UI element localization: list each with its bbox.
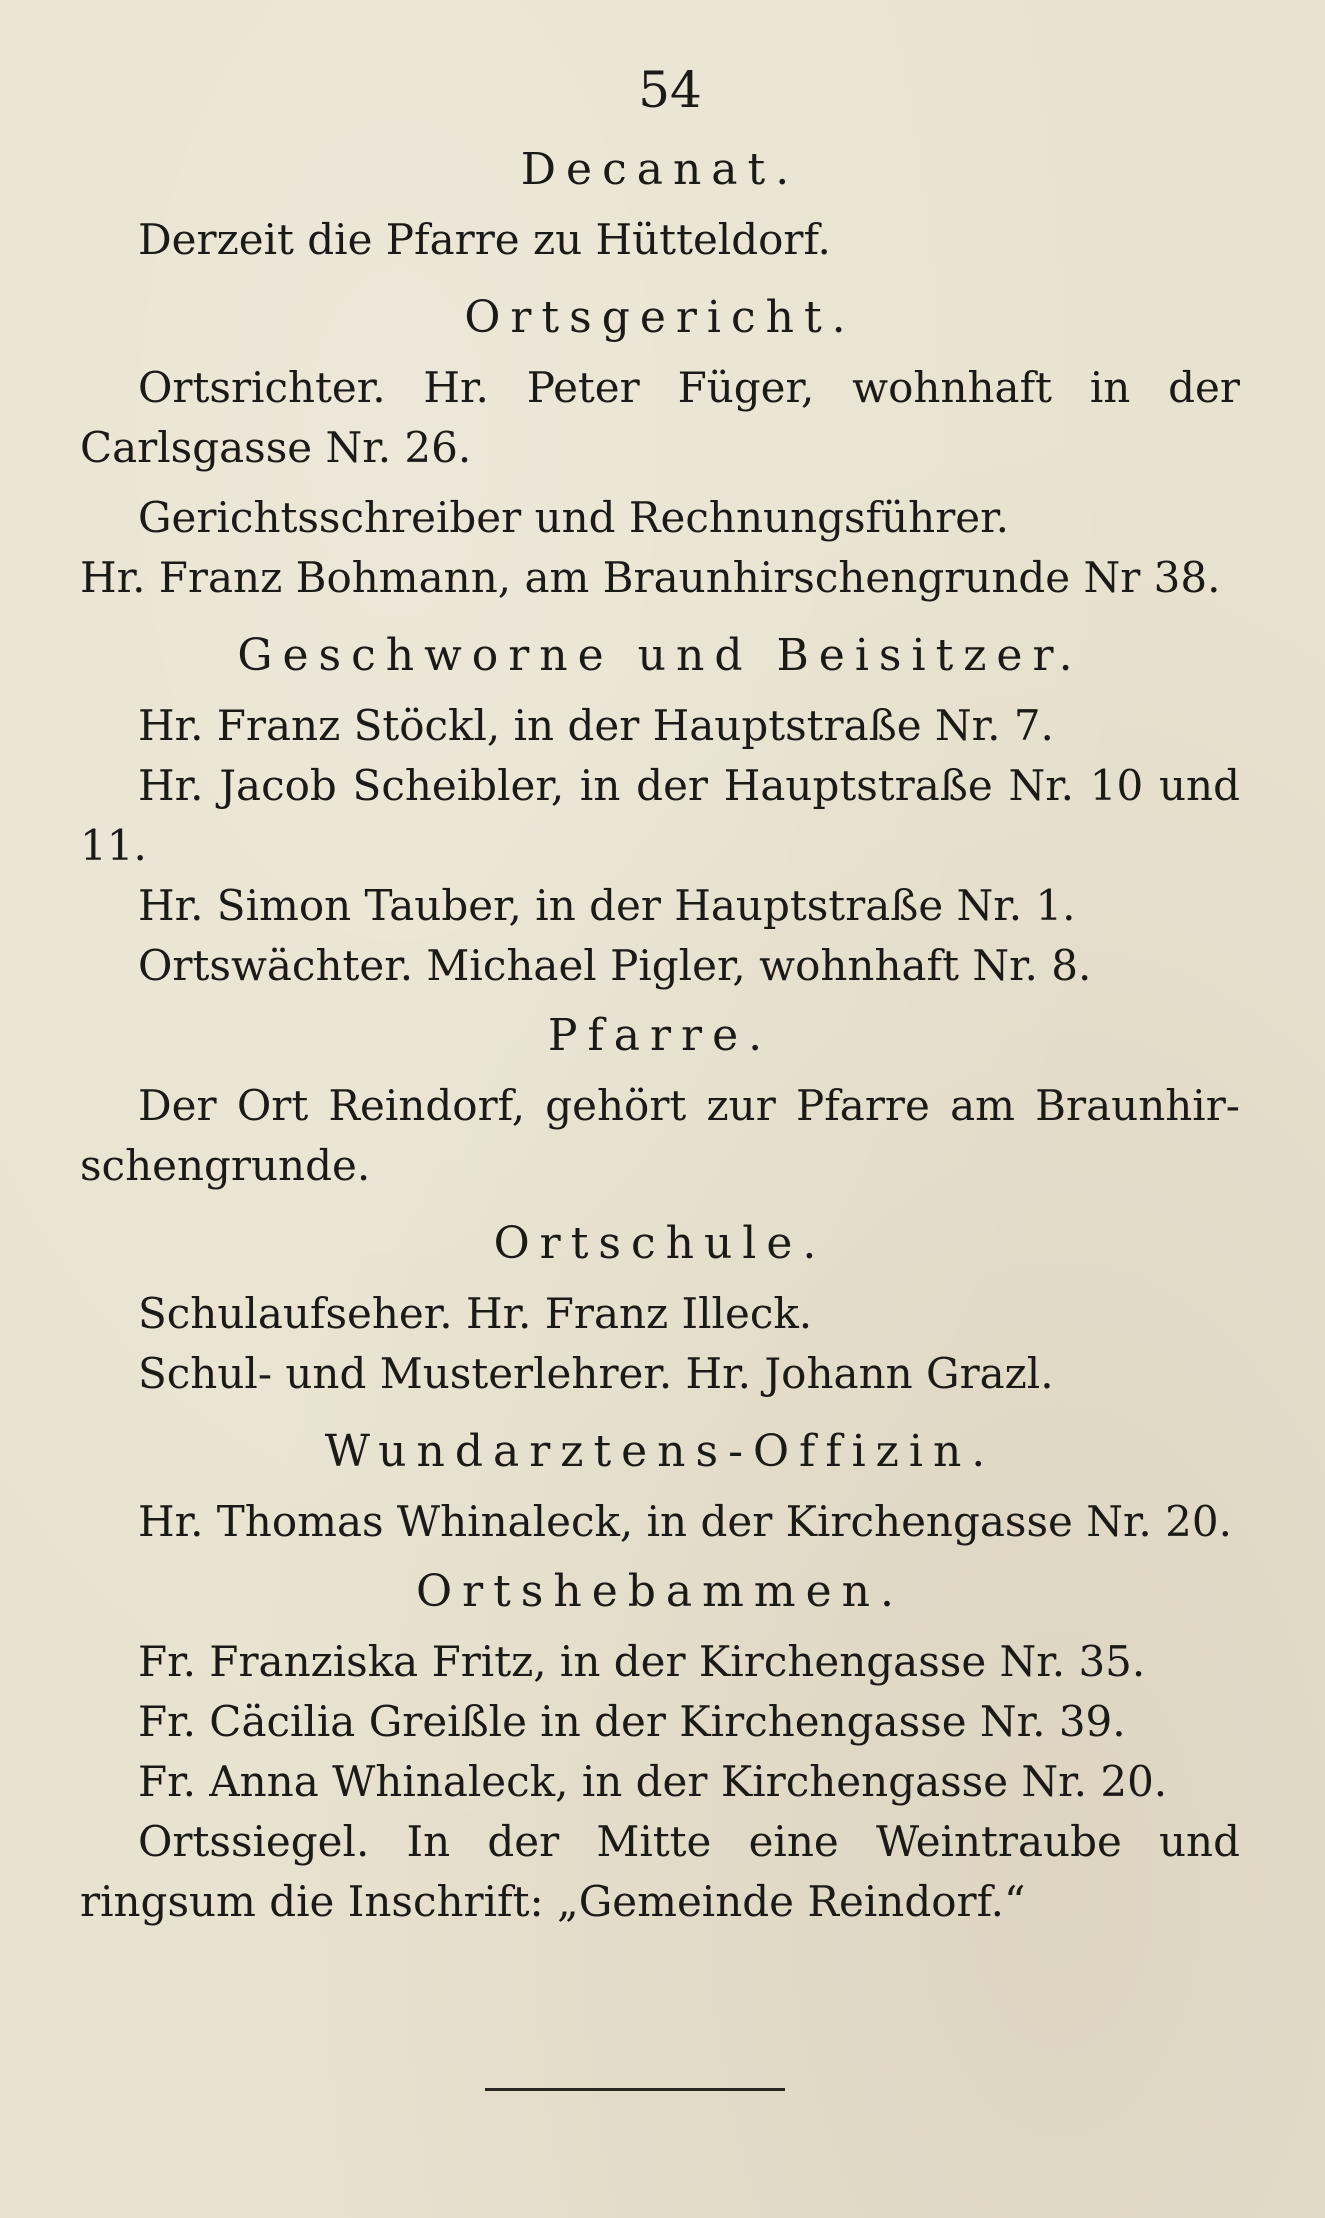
ortssiegel-entry: Ortssiegel. In der Mitte eine Weintraube und ringsum die Inschrift: „Gemeinde Reindorf.“ bbox=[80, 1817, 1240, 1926]
musterlehrer-entry: Schul- und Musterlehrer. Hr. Johann Grazl. bbox=[138, 1349, 1054, 1398]
heading-decanat: Decanat. bbox=[520, 144, 800, 195]
heading-hebammen: Ortshebammen. bbox=[416, 1566, 904, 1617]
pfarre-text: Der Ort Reindorf, gehört zur Pfarre am Braunhir-schengrunde. bbox=[80, 1081, 1240, 1190]
ortsrichter-entry: Ortsrichter. Hr. Peter Füger, wohnhaft in der Carlsgasse Nr. 26. bbox=[80, 363, 1240, 472]
heading-geschworne: Geschworne und Beisitzer. bbox=[237, 630, 1083, 681]
schulaufseher-entry: Schulaufseher. Hr. Franz Illeck. bbox=[138, 1289, 813, 1338]
wundarzt-entry: Hr. Thomas Whinaleck, in der Kirchengasse Nr. 20. bbox=[138, 1497, 1232, 1546]
geschworne-entry-1: Hr. Franz Stöckl, in der Hauptstraße Nr. 7. bbox=[138, 701, 1054, 750]
page-text bbox=[80, 60, 1240, 1932]
hebamme-entry-3: Fr. Anna Whinaleck, in der Kirchengasse Nr. 20. bbox=[138, 1757, 1168, 1806]
heading-wundarzt: Wundarztens-Offizin. bbox=[324, 1426, 996, 1477]
geschworne-entry-3: Hr. Simon Tauber, in der Hauptstraße Nr. 1. bbox=[138, 881, 1076, 930]
geschworne-entry-2: Hr. Jacob Scheibler, in der Hauptstraße Nr. 10 und 11. bbox=[80, 761, 1240, 870]
gerichtsschreiber-name: Hr. Franz Bohmann, am Braunhirschengrunde Nr 38. bbox=[80, 553, 1221, 602]
hebamme-entry-2: Fr. Cäcilia Greißle in der Kirchengasse Nr. 39. bbox=[138, 1697, 1126, 1746]
hebamme-entry-1: Fr. Franziska Fritz, in der Kirchengasse Nr. 35. bbox=[138, 1637, 1146, 1686]
page-number: 54 bbox=[638, 61, 702, 119]
gerichtsschreiber-title: Gerichtsschreiber und Rechnungsführer. bbox=[138, 493, 1009, 542]
heading-ortsgericht: Ortsgericht. bbox=[464, 292, 856, 343]
closing-rule bbox=[485, 2088, 785, 2091]
ortswaechter-entry: Ortswächter. Michael Pigler, wohnhaft Nr. 8. bbox=[138, 941, 1092, 990]
heading-pfarre: Pfarre. bbox=[547, 1010, 773, 1061]
heading-ortschule: Ortschule. bbox=[493, 1218, 827, 1269]
decanat-text: Derzeit die Pfarre zu Hütteldorf. bbox=[138, 215, 831, 264]
